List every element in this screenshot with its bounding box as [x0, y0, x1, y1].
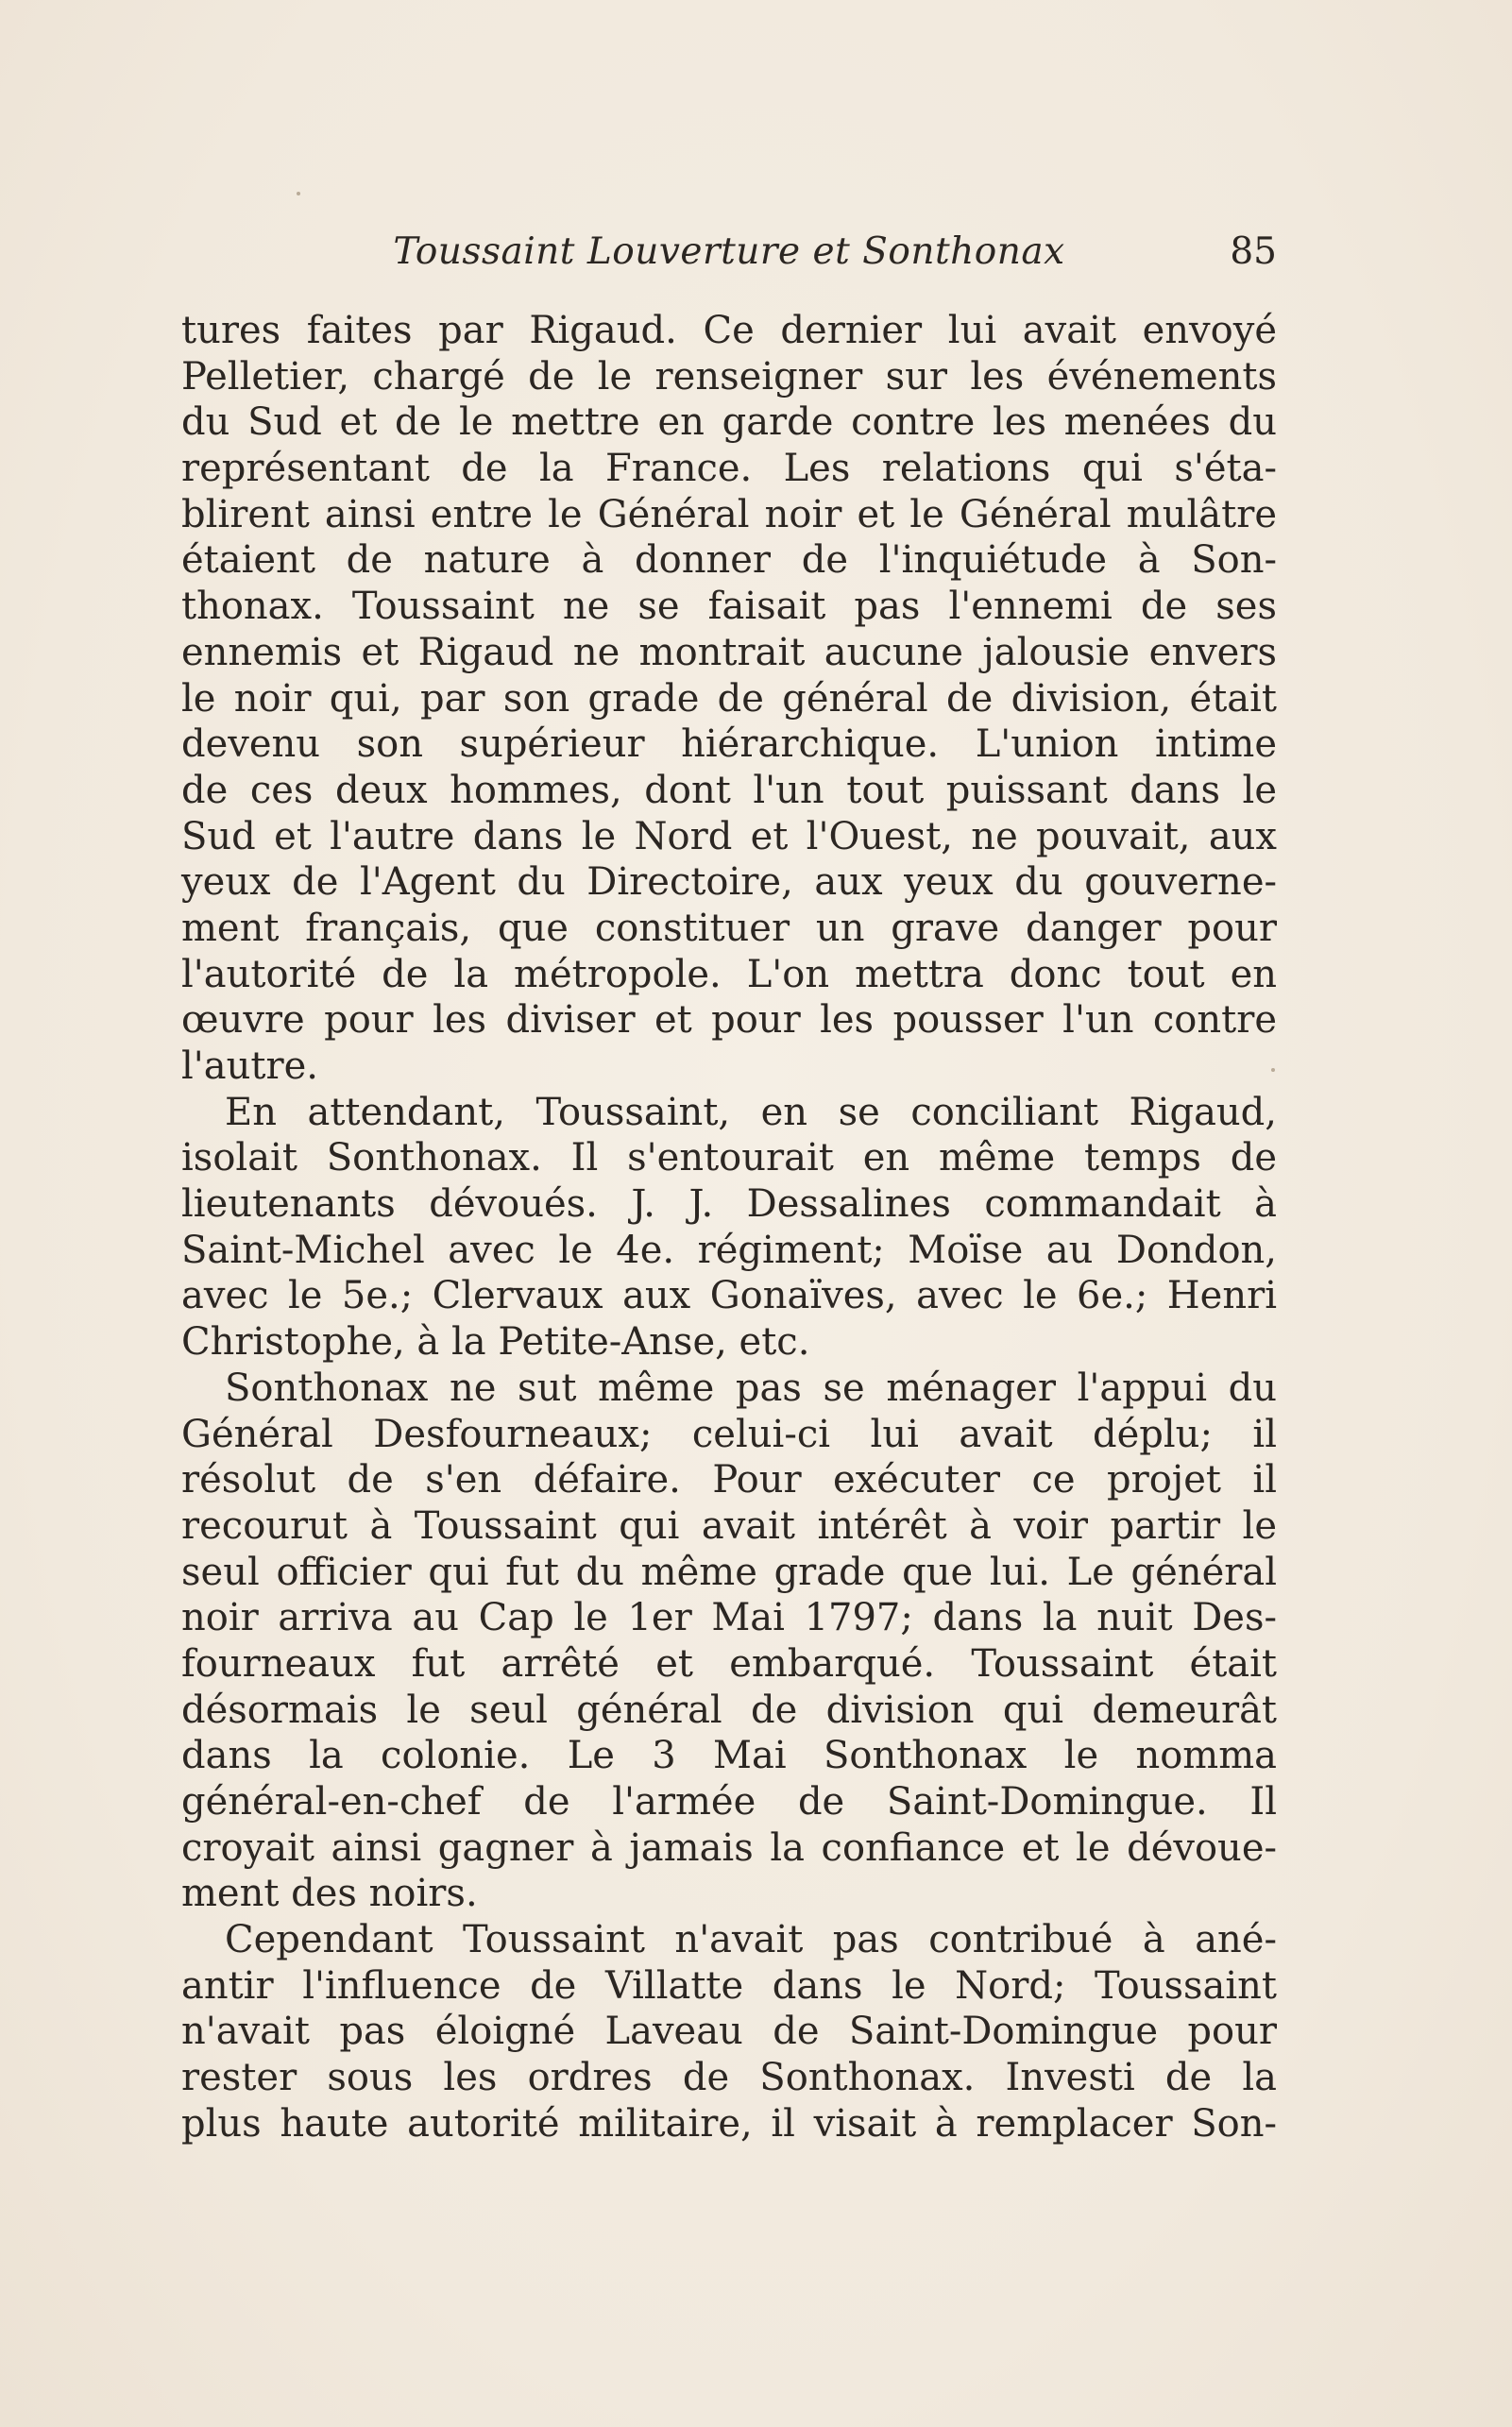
text-line: résolut de s'en défaire. Pour exécuter ce projet il — [181, 1458, 1277, 1502]
text-line: Sud et l'autre dans le Nord et l'Ouest, ne pouvait, aux — [181, 814, 1277, 858]
text-line: isolait Sonthonax. Il s'entourait en même temps de — [181, 1136, 1277, 1180]
running-title: Toussaint Louverture et Sonthonax — [393, 230, 1065, 273]
text-line: désormais le seul général de division qui demeurât — [181, 1688, 1277, 1732]
body-text — [181, 308, 1277, 2147]
text-line: avec le 5e.; Clervaux aux Gonaïves, avec le 6e.; Henri — [181, 1274, 1277, 1318]
text-line: Cependant Toussaint n'avait pas contribué à ané- — [225, 1918, 1277, 1962]
text-line: rester sous les ordres de Sonthonax. Investi de la — [181, 2056, 1277, 2100]
text-line: œuvre pour les diviser et pour les pousser l'un contre — [181, 998, 1277, 1043]
text-line: devenu son supérieur hiérarchique. L'union intime — [181, 722, 1277, 767]
text-line: dans la colonie. Le 3 Mai Sonthonax le nomma — [181, 1734, 1277, 1778]
text-line: antir l'influence de Villatte dans le Nord; Toussaint — [181, 1963, 1277, 2008]
text-line: Sonthonax ne sut même pas se ménager l'appui du — [225, 1366, 1277, 1410]
text-line: général-en-chef de l'armée de Saint-Domingue. Il — [181, 1780, 1277, 1824]
text-line: Saint-Michel avec le 4e. régiment; Moïse au Dondon, — [181, 1228, 1277, 1272]
text-line: plus haute autorité militaire, il visait à remplacer Son- — [181, 2101, 1277, 2146]
text-line: croyait ainsi gagner à jamais la confiance et le dévoue- — [181, 1825, 1277, 1870]
text-line: fourneaux fut arrêté et embarqué. Toussaint était — [181, 1641, 1277, 1686]
text-line: yeux de l'Agent du Directoire, aux yeux du gouverne- — [181, 860, 1277, 905]
text-line: noir arriva au Cap le 1er Mai 1797; dans la nuit Des- — [181, 1596, 1277, 1640]
text-line: ment des noirs. — [181, 1872, 478, 1916]
text-line: le noir qui, par son grade de général de division, était — [181, 676, 1277, 721]
text-line: tures faites par Rigaud. Ce dernier lui avait envoyé — [181, 309, 1277, 352]
text-line: blirent ainsi entre le Général noir et le Général mulâtre — [181, 492, 1277, 536]
text-line: du Sud et de le mettre en garde contre les menées du — [181, 400, 1277, 445]
running-head — [181, 230, 1277, 287]
text-line: Christophe, à la Petite-Anse, etc. — [181, 1320, 810, 1365]
text-line: recourut à Toussaint qui avait intérêt à voir partir le — [181, 1503, 1277, 1548]
text-line: n'avait pas éloigné Laveau de Saint-Domingue pour — [181, 2010, 1277, 2054]
text-line: lieutenants dévoués. J. J. Dessalines commandait à — [181, 1182, 1277, 1227]
text-line: thonax. Toussaint ne se faisait pas l'ennemi de ses — [181, 585, 1277, 629]
text-line: représentant de la France. Les relations qui s'éta- — [181, 447, 1277, 491]
paper-speck — [297, 192, 300, 195]
text-line: Général Desfourneaux; celui-ci lui avait déplu; il — [181, 1412, 1277, 1456]
text-line: seul officier qui fut du même grade que lui. Le général — [181, 1550, 1277, 1594]
page-number: 85 — [1230, 230, 1277, 273]
text-line: ennemis et Rigaud ne montrait aucune jalousie envers — [181, 630, 1277, 674]
text-line: de ces deux hommes, dont l'un tout puissant dans le — [181, 768, 1277, 812]
text-line: ment français, que constituer un grave danger pour — [181, 906, 1277, 950]
text-line: Pelletier, chargé de le renseigner sur les événements — [181, 354, 1277, 399]
text-line: l'autre. — [181, 1044, 318, 1088]
text-line: En attendant, Toussaint, en se conciliant Rigaud, — [225, 1090, 1277, 1134]
text-line: l'autorité de la métropole. L'on mettra donc tout en — [181, 952, 1277, 996]
text-line: étaient de nature à donner de l'inquiétude à Son- — [181, 538, 1277, 583]
